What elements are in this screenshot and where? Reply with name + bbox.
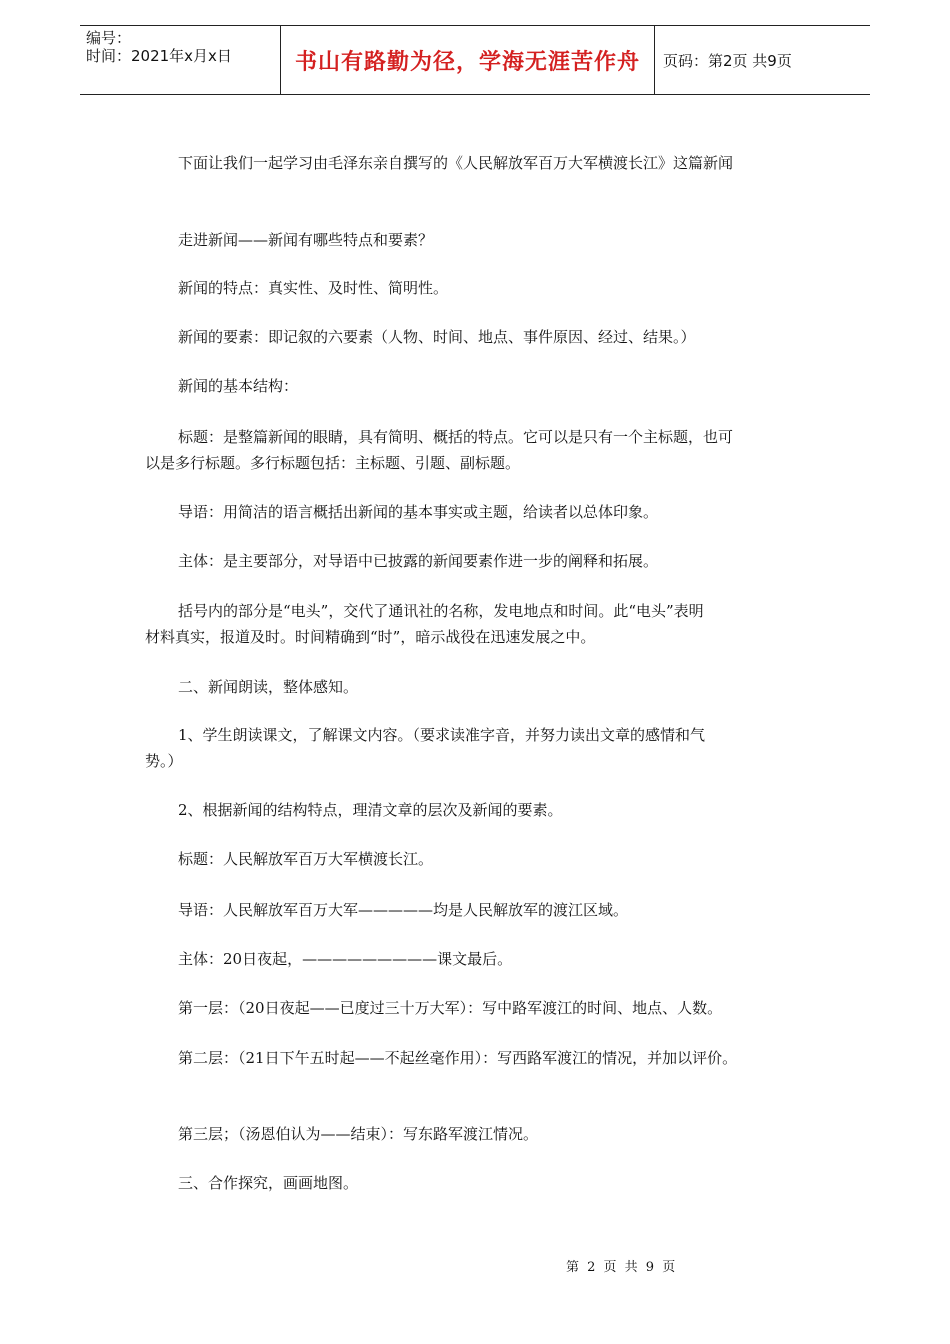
paragraph-layer2: 第二层：（21日下午五时起——不起丝毫作用）：写西路军渡江的情况，并加以评价。	[178, 1049, 738, 1067]
page-info: 页码：第2页 共9页	[663, 51, 792, 70]
section-two-heading: 二、新闻朗读，整体感知。	[178, 678, 359, 696]
paragraph-step1-line2: 势。）	[145, 752, 183, 770]
paragraph-structure: 新闻的基本结构：	[178, 377, 299, 395]
paragraph-step2: 2、根据新闻的结构特点，理清文章的层次及新闻的要素。	[178, 801, 563, 819]
paragraph-title-desc-line1: 标题：是整篇新闻的眼睛，具有简明、概括的特点。它可以是只有一个主标题，也可	[178, 428, 734, 446]
paragraph-body-desc: 主体：是主要部分，对导语中已披露的新闻要素作进一步的阐释和拓展。	[178, 552, 659, 570]
paragraph-step1-line1: 1、学生朗读课文，了解课文内容。（要求读准字音，并努力读出文章的感情和气	[178, 726, 706, 744]
paragraph-dateline-line1: 括号内的部分是“电头”，交代了通讯社的名称，发电地点和时间。此“电头”表明	[178, 602, 704, 620]
paragraph-lead-desc: 导语：用简洁的语言概括出新闻的基本事实或主题，给读者以总体印象。	[178, 503, 659, 521]
document-number-label: 编号：	[86, 29, 132, 47]
header-page-cell	[655, 26, 870, 94]
paragraph-lead-answer: 导语：人民解放军百万大军—————均是人民解放军的渡江区域。	[178, 901, 629, 919]
paragraph-layer3: 第三层；（汤恩伯认为——结束）：写东路军渡江情况。	[178, 1125, 539, 1143]
paragraph-body-answer: 主体：20日夜起，—————————课文最后。	[178, 950, 513, 968]
paragraph-news-heading: 走进新闻——新闻有哪些特点和要素？	[178, 231, 434, 249]
document-time-label: 时间：2021年x月x日	[86, 47, 232, 65]
motto-text: 书山有路勤为径，学海无涯苦作舟	[294, 49, 640, 75]
page-header	[80, 25, 870, 95]
paragraph-title-answer: 标题：人民解放军百万大军横渡长江。	[178, 850, 434, 868]
page-footer: 第 2 页 共 9 页	[566, 1260, 678, 1275]
paragraph-news-elements: 新闻的要素：即记叙的六要素（人物、时间、地点、事件原因、经过、结果。）	[178, 328, 696, 346]
paragraph-dateline-line2: 材料真实，报道及时。时间精确到“时”，暗示战役在迅速发展之中。	[145, 628, 596, 646]
section-three-heading: 三、合作探究，画画地图。	[178, 1174, 359, 1192]
paragraph-title-desc-line2: 以是多行标题。多行标题包括：主标题、引题、副标题。	[145, 454, 521, 472]
header-motto-cell	[281, 26, 655, 94]
paragraph-intro: 下面让我们一起学习由毛泽东亲自撰写的《人民解放军百万大军横渡长江》这篇新闻	[178, 154, 734, 172]
paragraph-news-features: 新闻的特点：真实性、及时性、简明性。	[178, 279, 449, 297]
header-meta-cell	[80, 26, 281, 94]
paragraph-layer1: 第一层：（20日夜起——已度过三十万大军）：写中路军渡江的时间、地点、人数。	[178, 999, 723, 1017]
